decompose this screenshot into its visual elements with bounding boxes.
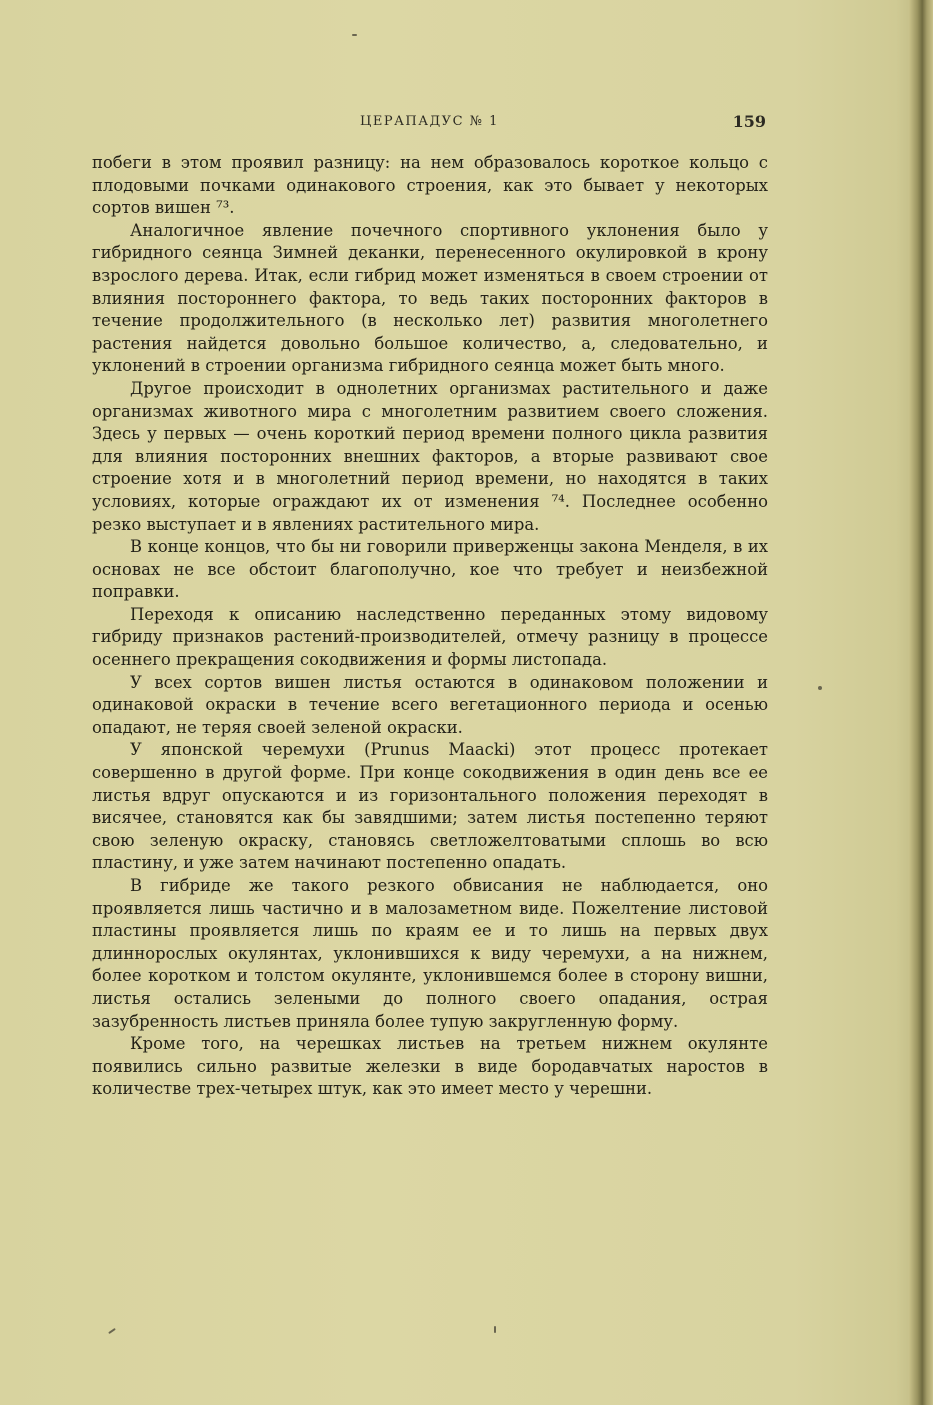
book-spine-shadow bbox=[909, 0, 933, 1405]
paper-speck bbox=[818, 686, 822, 690]
running-title: ЦЕРАПАДУС № 1 bbox=[360, 114, 499, 129]
paragraph: У всех сортов вишен листья остаются в одинаковом положении и одинаковой окраски в течение всего вегетационного периода и осенью опадают, не теряя своей зеленой окраски. bbox=[92, 672, 768, 737]
paragraph: Аналогичное явление почечного спортивного уклонения было у гибридного сеянца Зимней деканки, перенесенного окулировкой в крону взрослого дерева. Итак, если гибрид может изменяться в своем строении от влияния постороннего фактора, то ведь таких посторонних факторов в течение продолжительного (в несколько лет) развития многолетнего растения найдется довольно большое количество, а, следовательно, и уклонений в строении организма гибридного сеянца может быть много. bbox=[92, 220, 768, 376]
paragraph: Кроме того, на черешках листьев на третьем нижнем окулянте появились сильно развитые железки в виде бородавчатых наростов в количестве трех-четырех штук, как это имеет место у черешни. bbox=[92, 1034, 768, 1099]
page-header bbox=[92, 112, 772, 134]
paragraph: Другое происходит в однолетних организмах растительного и даже организмах животного мира с многолетним развитием своего сложения. Здесь у первых — очень короткий период времени полного цикла развития для влияния посторонних внешних факторов, а вторые развивают свое строение хотя и в многолетний период времени, но находятся в таких условиях, которые ограждают их от изменения ⁷⁴. Последнее особенно резко выступает и в явлениях растительного мира. bbox=[92, 378, 768, 534]
paragraph: побеги в этом проявил разницу: на нем образовалось короткое кольцо с плодовыми почками одинакового строения, как это бывает у некоторых сортов вишен ⁷³. bbox=[92, 153, 768, 218]
paper-speck bbox=[108, 1328, 116, 1334]
paragraph: Переходя к описанию наследственно переданных этому видовому гибриду признаков растений-производителей, отмечу разницу в процессе осеннего прекращения сокодвижения и формы листопада. bbox=[92, 604, 768, 670]
body-text bbox=[92, 152, 768, 1101]
paragraph: В конце концов, что бы ни говорили приверженцы закона Менделя, в их основах не все обстоит благополучно, кое что требует и неизбежной поправки. bbox=[92, 537, 768, 602]
paper-speck bbox=[352, 34, 357, 36]
paragraph: В гибриде же такого резкого обвисания не наблюдается, оно проявляется лишь частично и в малозаметном виде. Пожелтение листовой пластины проявляется лишь по краям ее и то лишь на первых двух длиннорослых окулянтах, уклонившихся к виду черемухи, а на нижнем, более коротком и толстом окулянте, уклонившемся более в сторону вишни, листья остались зелеными до полного своего опадания, острая зазубренность листьев приняла более тупую закругленную форму. bbox=[92, 876, 768, 1031]
paper-speck bbox=[494, 1326, 496, 1333]
page-number: 159 bbox=[732, 112, 766, 131]
paragraph: У японской черемухи (Prunus Maacki) этот процесс протекает совершенно в другой форме. При конце сокодвижения в один день все ее листья вдруг опускаются и из горизонтального положения переходят в висячее, становятся как бы завядшими; затем листья постепенно теряют свою зеленую окраску, становясь светложелтоватыми сплошь во всю пластину, и уже затем начинают постепенно опадать. bbox=[92, 740, 768, 873]
